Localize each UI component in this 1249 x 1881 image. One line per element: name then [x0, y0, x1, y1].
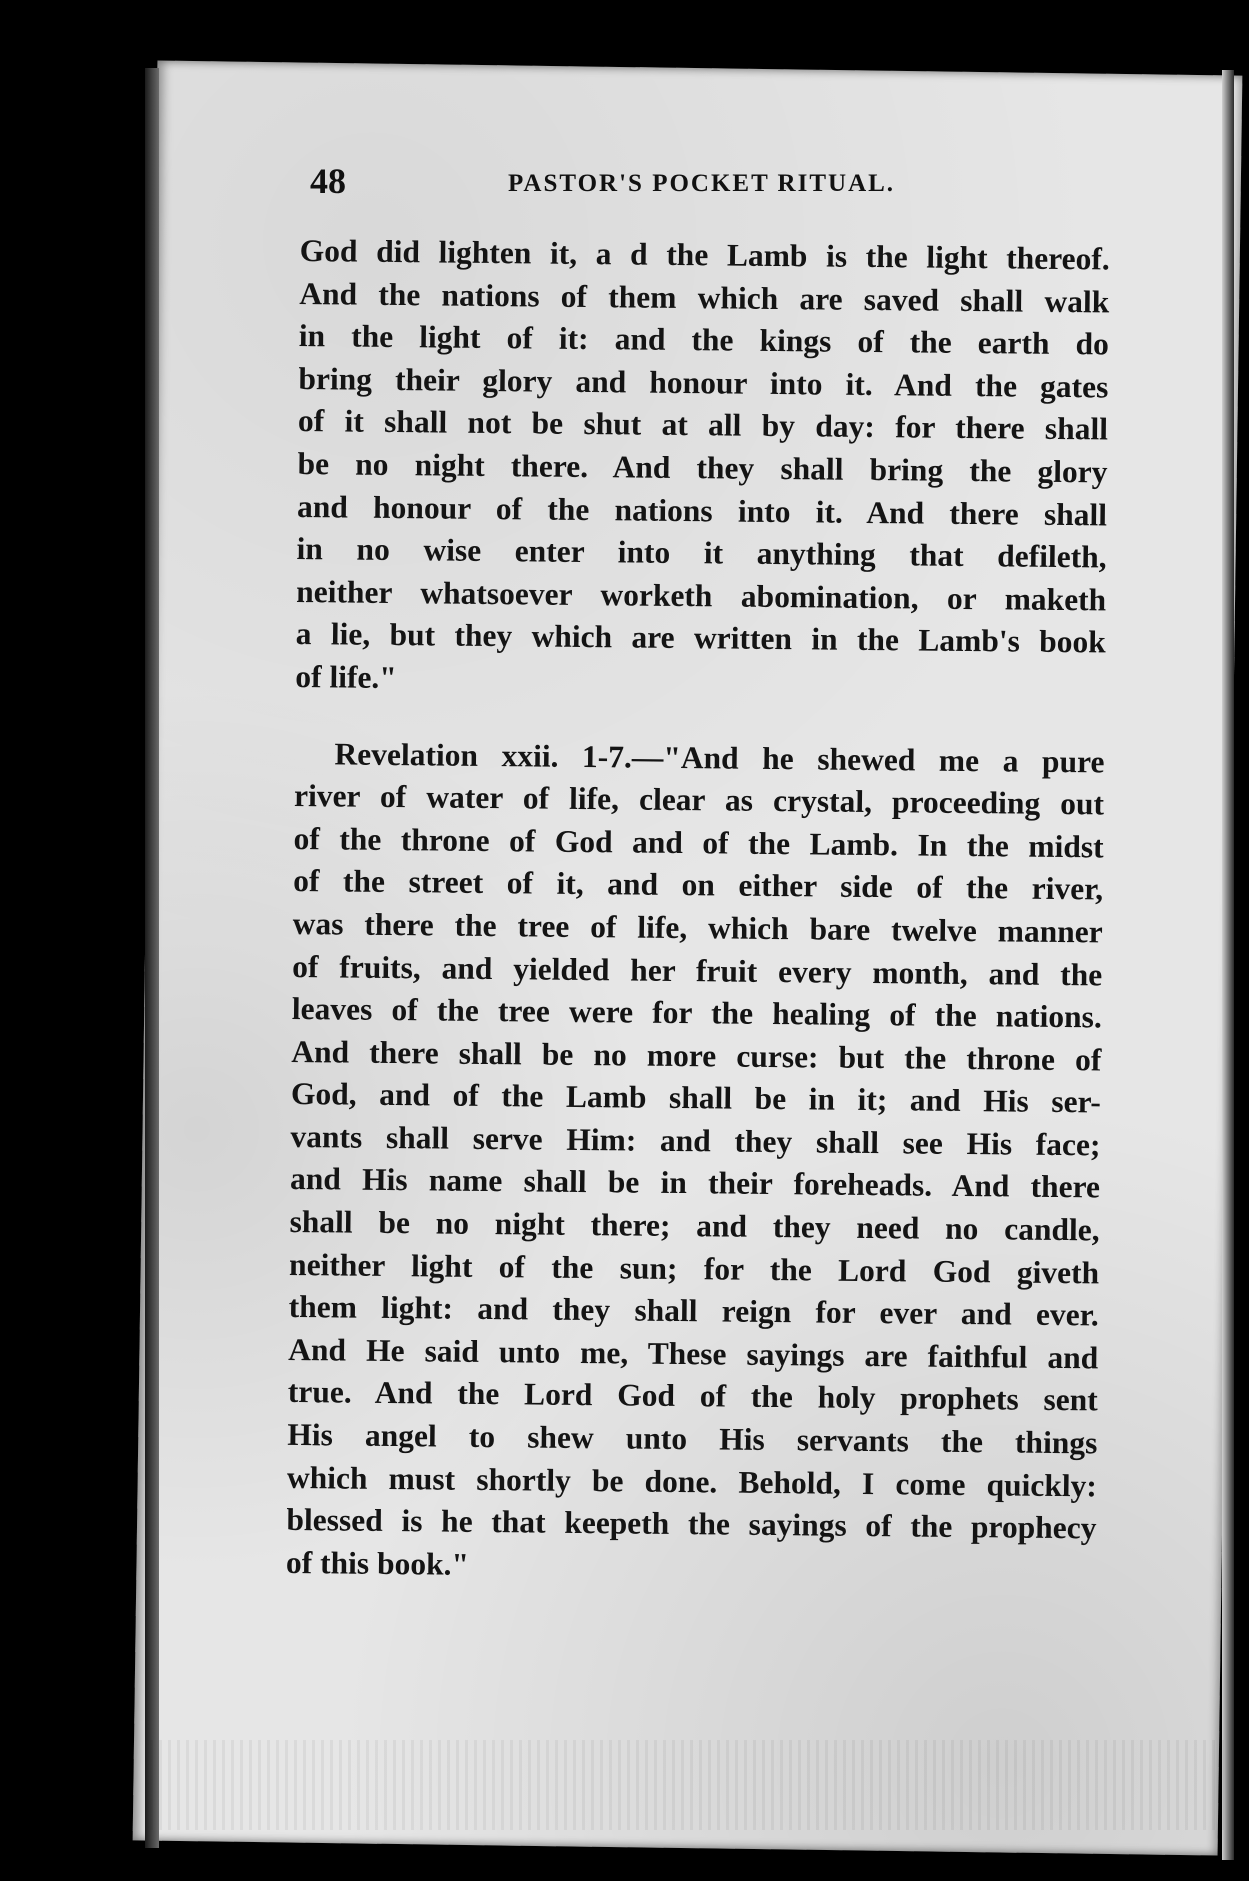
text-line: Revelation xxii. 1-7.—"And he shewed me a pure — [334, 735, 1105, 779]
text-line: of the street of it, and on either side of the river, — [293, 863, 1104, 907]
text-line: in no wise enter into it anything that defileth, — [296, 531, 1107, 575]
text-line: and honour of the nations into it. And there shall — [296, 488, 1108, 533]
running-title: PASTOR'S POCKET RITUAL. — [508, 170, 896, 197]
text-line: them light: and they shall reign for ever and ever. — [288, 1289, 1099, 1333]
text-line: God, and of the Lamb shall be in it; and His ser- — [290, 1076, 1102, 1120]
text-line: river of water of life, clear as crystal, proceeding out — [293, 778, 1105, 822]
text-line: of fruits, and yielded her fruit every month, and the — [292, 948, 1103, 992]
text-line: true. And the Lord God of the holy prophets sent — [287, 1374, 1098, 1418]
text-line: be no night there. And they shall bring the glory — [297, 445, 1108, 490]
text-line: in the light of it: and the kings of the earth do — [298, 318, 1110, 362]
text-line: and His name shall be in their foreheads. And there — [289, 1161, 1101, 1205]
text-line: was there the tree of life, which bare twelve manner — [292, 905, 1103, 950]
text-line: bring their glory and honour into it. And the gates — [298, 360, 1109, 405]
text-line: neither whatsoever worketh abomination, or maketh — [296, 573, 1107, 618]
text-line: of life." — [295, 658, 397, 695]
text-line: blessed is he that keepeth the sayings of the prophecy — [286, 1502, 1097, 1546]
paragraph-1 — [295, 230, 1110, 707]
text-line: And the nations of them which are saved shall walk — [299, 275, 1110, 320]
page-binding-edge — [145, 68, 159, 1848]
text-line: And He said unto me, These sayings are faithful and — [288, 1331, 1099, 1376]
page-bottom-texture — [150, 1740, 1225, 1830]
text-line: of it shall not be shut at all by day: for there shall — [297, 403, 1109, 447]
text-line: neither light of the sun; for the Lord God giveth — [288, 1246, 1100, 1291]
text-line: And there shall be no more curse: but the throne of — [291, 1033, 1102, 1078]
text-line: which must shortly be done. Behold, I come quickly: — [286, 1459, 1098, 1504]
page-number: 48 — [310, 161, 346, 201]
text-line: shall be no night there; and they need no candle, — [289, 1204, 1100, 1248]
text-line: His angel to shew unto His servants the things — [287, 1416, 1098, 1461]
paragraph-2 — [286, 733, 1105, 1593]
text-line: God did lighten it, a d the Lamb is the light thereof. — [299, 232, 1110, 277]
text-line: of this book." — [285, 1544, 470, 1582]
text-line: leaves of the tree were for the healing of the nations. — [291, 991, 1102, 1035]
text-line: a lie, but they which are written in the Lamb's book — [295, 616, 1106, 660]
page-right-edge — [1222, 70, 1234, 1860]
text-line: of the throne of God and of the Lamb. In the midst — [293, 820, 1104, 865]
body-text — [286, 230, 1110, 1593]
text-line: vants shall serve Him: and they shall see His face; — [290, 1118, 1101, 1163]
